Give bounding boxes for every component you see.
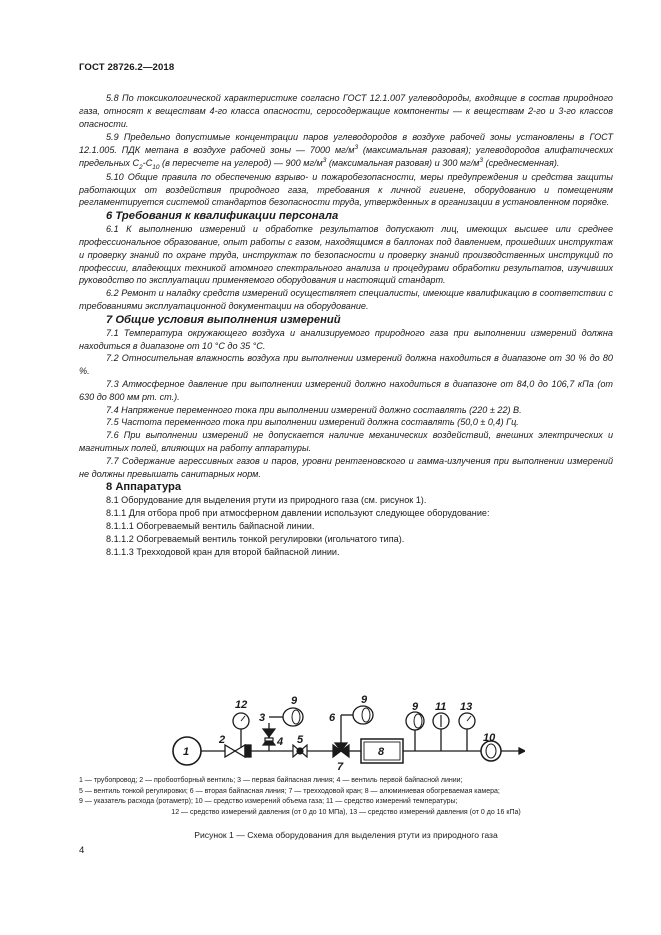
three-way-valve-7-symbol xyxy=(333,743,349,757)
equipment-schematic xyxy=(165,693,525,773)
section-6-heading: 6 Требования к квалификации персонала xyxy=(106,210,339,223)
label-6: 6 xyxy=(329,712,336,724)
sampling-valve-symbol xyxy=(225,745,251,757)
legend-line-1: 1 — трубопровод; 2 — пробоотборный вентиль; 3 — первая байпасная линия; 4 — вентиль первой байпасной линии; xyxy=(79,777,463,784)
section-8-heading: 8 Аппаратура xyxy=(106,481,182,494)
section-7-heading: 7 Общие условия выполнения измерений xyxy=(106,313,341,326)
paragraph-7-6: 7.6 При выполнении измерений не допускается наличие механических воздействий, внешних электрических и магнитных полей, влияющих на работу аппаратуры. xyxy=(79,430,613,453)
label-9-third: 9 xyxy=(412,701,419,713)
page-number: 4 xyxy=(79,845,85,856)
label-8: 8 xyxy=(378,746,385,758)
paragraph-7-1: 7.1 Температура окружающего воздуха и анализируемого природного газа при выполнении измерений должна находиться в диапазоне от 10 °С до 35 °С. xyxy=(79,327,613,351)
paragraph-8-1-1: 8.1.1 Для отбора проб при атмосферном давлении используют следующее оборудование: xyxy=(106,508,490,519)
document-body xyxy=(79,92,613,558)
document-code-header: ГОСТ 28726.2—2018 xyxy=(79,62,175,73)
paragraph-8-1-1-3: 8.1.1.3 Трехходовой кран для второй байпасной линии. xyxy=(106,546,340,557)
label-10: 10 xyxy=(483,732,496,744)
legend-line-4: 12 — средство измерений давления (от 0 до 10 МПа), 13 — средство измерений давления (от 0 до 16 кПа) xyxy=(171,808,521,816)
paragraph-6-2: 6.2 Ремонт и наладку средств измерений осуществляет специалисты, имеющие квалификацию в соответствии с требованиями эксплуатационной документации на оборудование. xyxy=(79,288,613,311)
paragraph-5-8: 5.8 По токсикологической характеристике согласно ГОСТ 12.1.007 углеводороды, входящие в состав природного газа, относят к веществам 4-го класса опасности, серосодержащие компоненты — к веществам 2-го и 3-го классов опасности. xyxy=(79,93,613,129)
paragraph-8-1: 8.1 Оборудование для выделения ртути из природного газа (см. рисунок 1). xyxy=(106,495,427,506)
legend-line-3: 9 — указатель расхода (ротаметр); 10 — средство измерений объема газа; 11 — средство измерений температуры; xyxy=(79,798,458,805)
legend-line-2: 5 — вентиль тонкой регулировки; 6 — вторая байпасная линия; 7 — трехходовой кран; 8 — алюминиевая обогреваемая камера; xyxy=(79,787,500,795)
paragraph-5-10: 5.10 Общие правила по обеспечению взрыво- и пожаробезопасности, меры предупреждения и средства защиты работающих от воздействия природного газа, требования к личной гигиене, оборудованию и помещениям регламентируется системой стандартов безопасности труда, утвержденных в организации в установленном порядке. xyxy=(79,171,613,208)
label-11: 11 xyxy=(435,701,447,713)
label-1: 1 xyxy=(183,746,190,758)
paragraph-6-1: 6.1 К выполнению измерений и обработке результатов допускают лиц, имеющих высшее или среднее профессиональное образование, опыт работы с газом, находящимся в баллонах под давлением, прошедших инструктаж и проверку знаний по охране труда, инструктаж по безопасности и проверку знаний производственных инструкций по профессии, владеющих техникой атомного спектрального анализа и процедурами обработки результатов, изучивших руководство по эксплуатации применяемого оборудования и настоящий стандарт. xyxy=(79,224,613,286)
label-9-second: 9 xyxy=(361,694,368,706)
label-3: 3 xyxy=(259,712,266,724)
paragraph-7-5: 7.5 Частота переменного тока при выполнении измерений должна составлять (50,0 ± 0,4) Гц. xyxy=(106,417,519,428)
figure-legend xyxy=(79,776,613,818)
label-2: 2 xyxy=(219,734,226,746)
figure-caption: Рисунок 1 — Схема оборудования для выделения ртути из природного газа xyxy=(194,830,498,840)
paragraph-7-4: 7.4 Напряжение переменного тока при выполнении измерений должно составлять (220 ± 22) В. xyxy=(106,404,522,415)
paragraph-7-2: 7.2 Относительная влажность воздуха при выполнении измерений должна находиться в диапазоне от 30 % до 80 %. xyxy=(79,353,613,377)
bypass-valve-4-symbol xyxy=(263,729,275,745)
label-9-first: 9 xyxy=(291,695,298,707)
label-4: 4 xyxy=(277,736,284,748)
label-12: 12 xyxy=(235,699,248,711)
label-5: 5 xyxy=(297,734,304,746)
paragraph-5-9: 5.9 Предельно допустимые концентрации паров углеводородов в воздухе рабочей зоны установлены в ГОСТ 12.1.005. ПДК метана в воздухе рабочей зоны — 7000 $мг/м^3$ (максимальная разовая); углеводородов алифатических предельных $C_2-C_{10}$ (в пересчете на углерод) — 900 $мг/м^3$ (максимальная разовая) и 300 $мг/м^3$ (среднесменная). xyxy=(79,132,613,171)
paragraph-8-1-1-2: 8.1.1.2 Обогреваемый вентиль тонкой регулировки (игольчатого типа). xyxy=(106,533,405,544)
label-7: 7 xyxy=(337,761,344,773)
paragraph-7-3: 7.3 Атмосферное давление при выполнении измерений должно находиться в диапазоне от 84,0 до 106,7 кПа (от 630 до 800 мм рт. ст.). xyxy=(79,378,613,402)
paragraph-7-7: 7.7 Содержание агрессивных газов и паров, уровни рентгеновского и гамма-излучения при выполнении измерений не должны превышать санитарных норм. xyxy=(79,455,613,479)
paragraph-8-1-1-1: 8.1.1.1 Обогреваемый вентиль байпасной линии. xyxy=(106,520,315,531)
rotameter-9-third xyxy=(406,712,424,730)
label-13: 13 xyxy=(460,701,473,713)
fine-valve-5-symbol xyxy=(293,745,307,757)
